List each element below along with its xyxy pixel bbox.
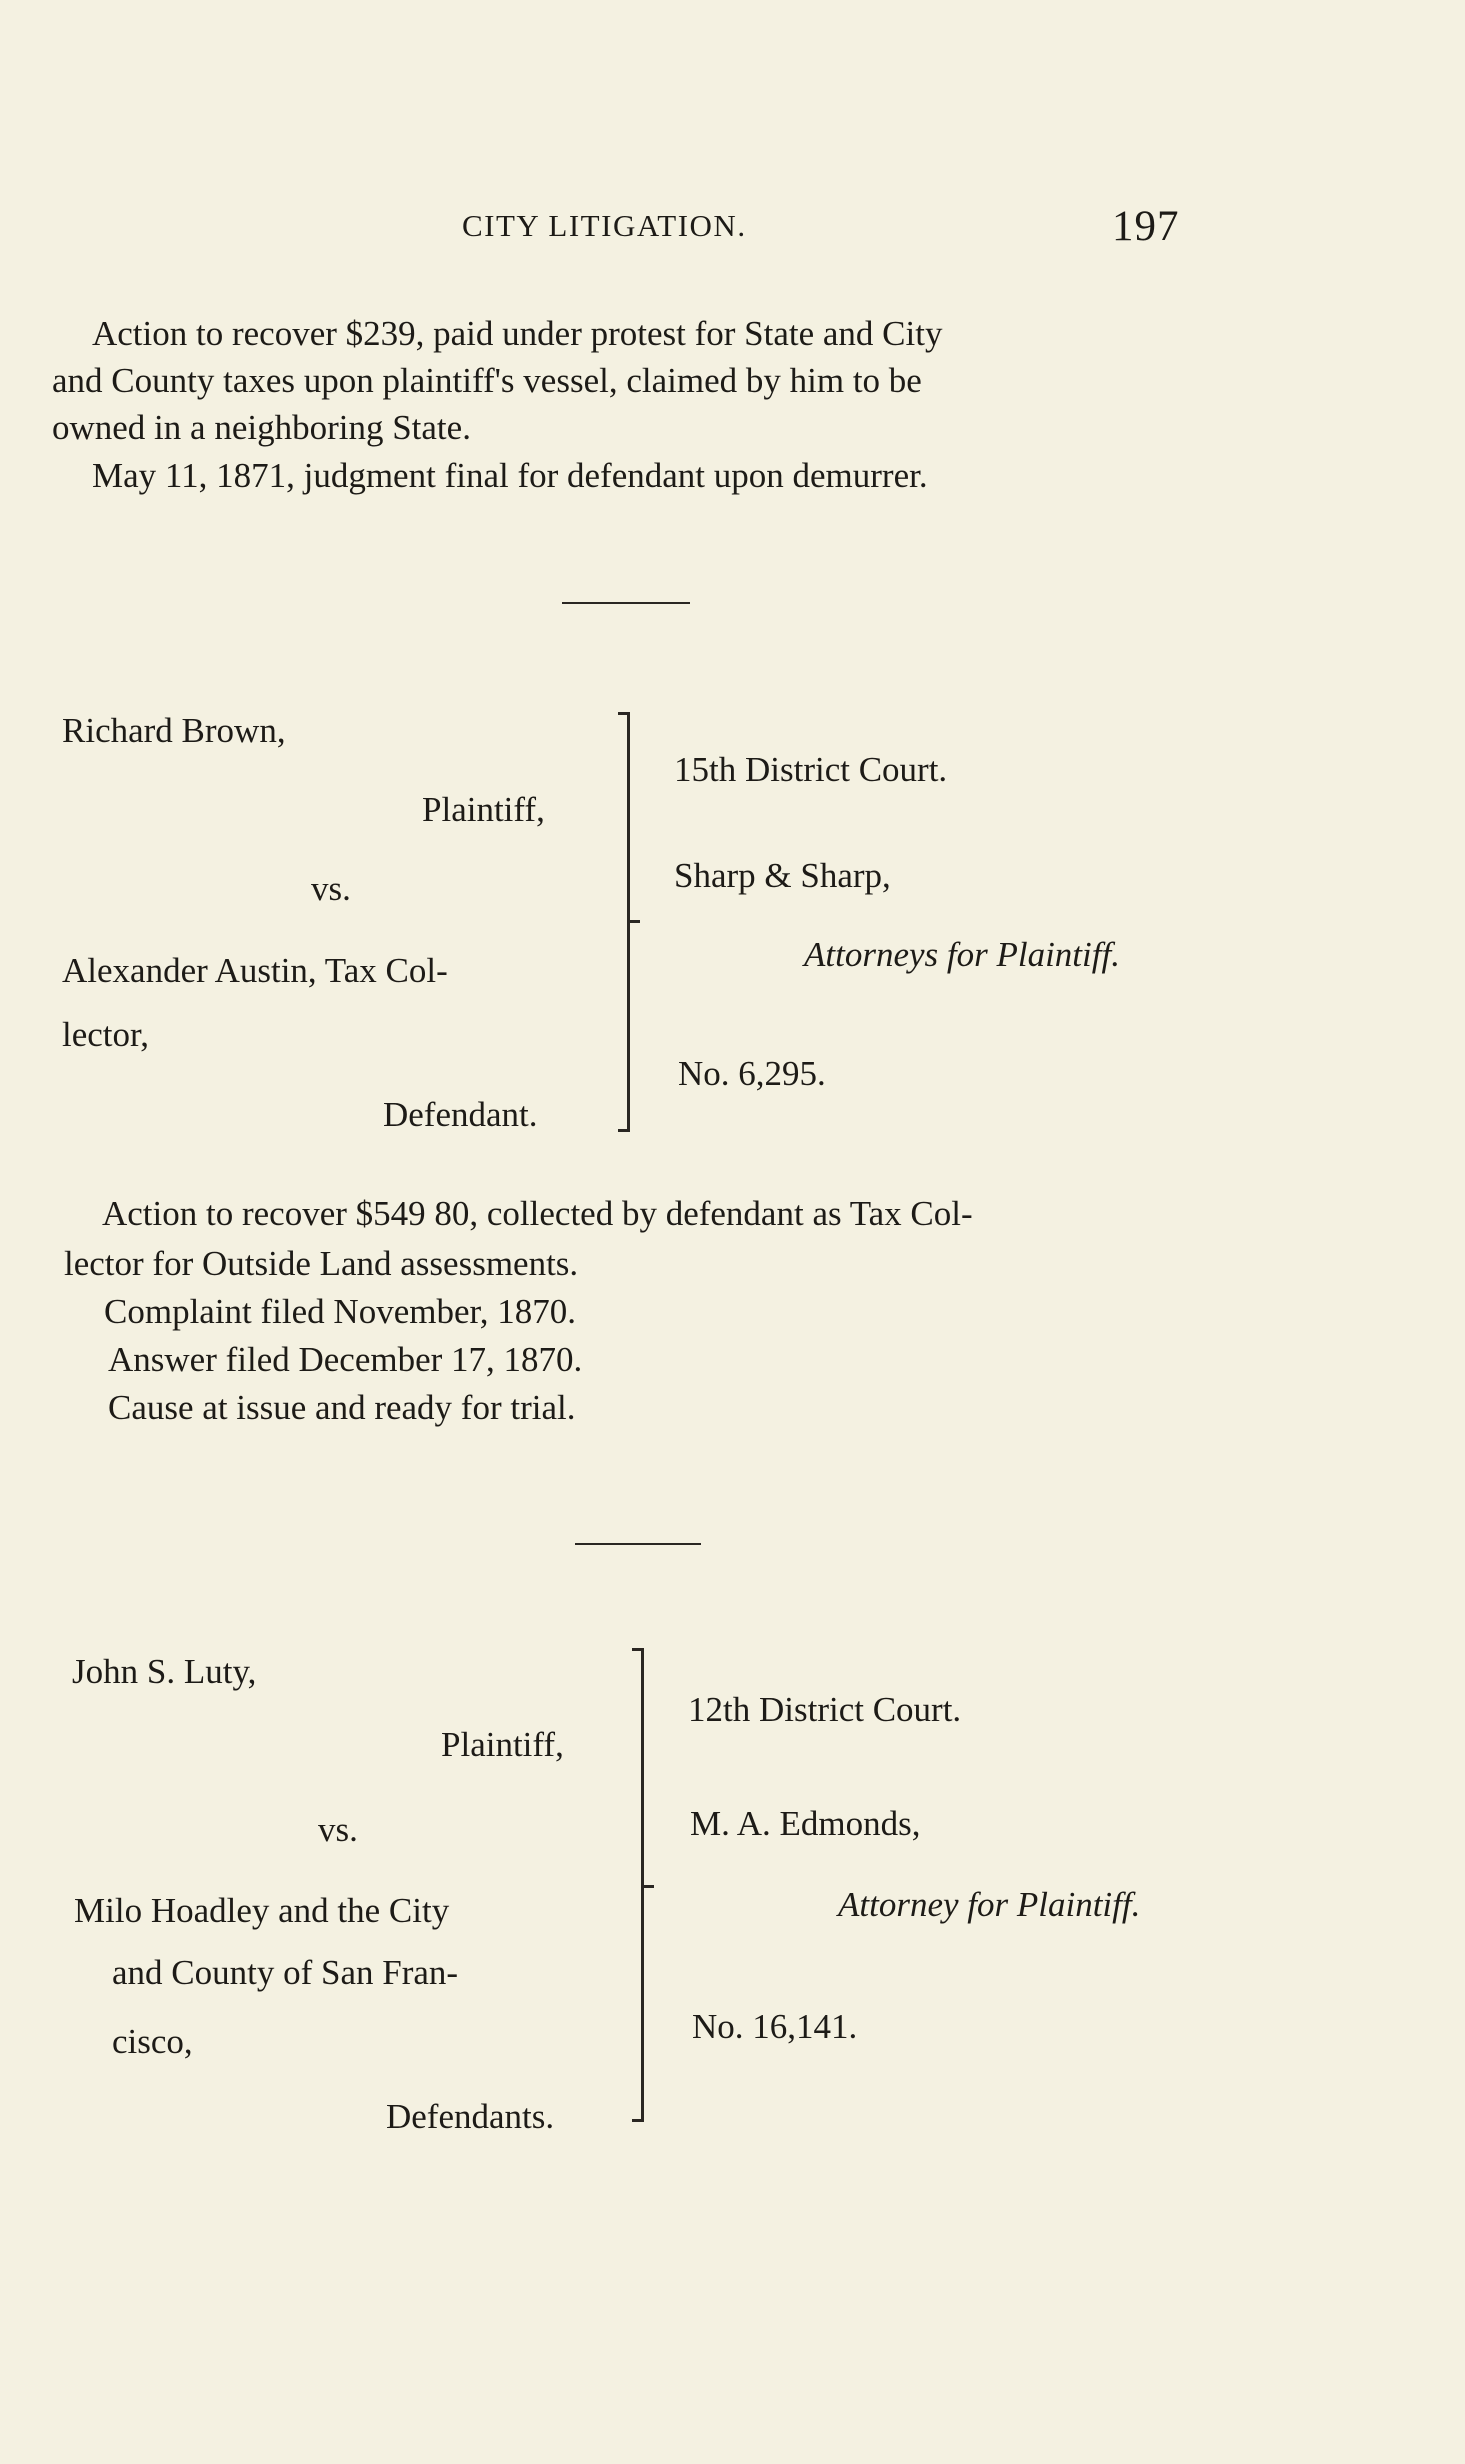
- section-divider: [562, 602, 690, 604]
- case2-attorney: Sharp & Sharp,: [674, 856, 891, 895]
- case1-summary-line: owned in a neighboring State.: [52, 408, 471, 447]
- case2-summary-line: Answer filed December 17, 1870.: [108, 1340, 583, 1379]
- case2-bracket-top: [618, 712, 628, 715]
- section-divider: [575, 1543, 701, 1545]
- case3-attorney: M. A. Edmonds,: [690, 1804, 921, 1843]
- case1-summary-line: May 11, 1871, judgment final for defendant upon demurrer.: [92, 456, 928, 495]
- case2-bracket-point: [630, 920, 640, 923]
- case3-court: 12th District Court.: [688, 1690, 962, 1729]
- case3-defendant-line: Milo Hoadley and the City: [74, 1891, 450, 1930]
- case2-defendant-line: lector,: [62, 1015, 150, 1054]
- case3-plaintiff-name: John S. Luty,: [72, 1652, 257, 1691]
- case2-defendant-role: Defendant.: [383, 1095, 538, 1134]
- case2-plaintiff-role: Plaintiff,: [422, 790, 545, 829]
- case2-summary-line: lector for Outside Land assessments.: [64, 1244, 579, 1283]
- case3-defendant-role: Defendants.: [386, 2097, 555, 2136]
- case3-bracket-bottom: [632, 2119, 642, 2122]
- case3-defendant-line: and County of San Fran-: [112, 1953, 459, 1992]
- case2-summary-line: Complaint filed November, 1870.: [104, 1292, 576, 1331]
- case3-case-number: No. 16,141.: [692, 2007, 858, 2046]
- case2-summary-line: Cause at issue and ready for trial.: [108, 1388, 576, 1427]
- page-number: 197: [1112, 203, 1180, 250]
- case3-versus: vs.: [318, 1810, 358, 1849]
- case1-summary-line: and County taxes upon plaintiff's vessel, claimed by him to be: [52, 361, 922, 400]
- case2-plaintiff-name: Richard Brown,: [62, 711, 286, 750]
- case2-bracket-bottom: [618, 1129, 628, 1132]
- case2-case-number: No. 6,295.: [678, 1054, 826, 1093]
- case3-defendant-line: cisco,: [112, 2022, 193, 2061]
- case3-plaintiff-role: Plaintiff,: [441, 1725, 564, 1764]
- case3-bracket-top: [632, 1648, 642, 1651]
- case2-court: 15th District Court.: [674, 750, 948, 789]
- case2-summary-line: Action to recover $549 80, collected by defendant as Tax Col-: [102, 1194, 973, 1233]
- case2-versus: vs.: [311, 869, 351, 908]
- case2-defendant-line: Alexander Austin, Tax Col-: [62, 951, 448, 990]
- case3-attorney-role: Attorney for Plaintiff.: [838, 1885, 1141, 1924]
- running-header-title: CITY LITIGATION.: [462, 208, 747, 243]
- case2-attorney-role: Attorneys for Plaintiff.: [804, 935, 1120, 974]
- case1-summary-line: Action to recover $239, paid under protest for State and City: [92, 314, 943, 353]
- case3-bracket-point: [644, 1885, 654, 1888]
